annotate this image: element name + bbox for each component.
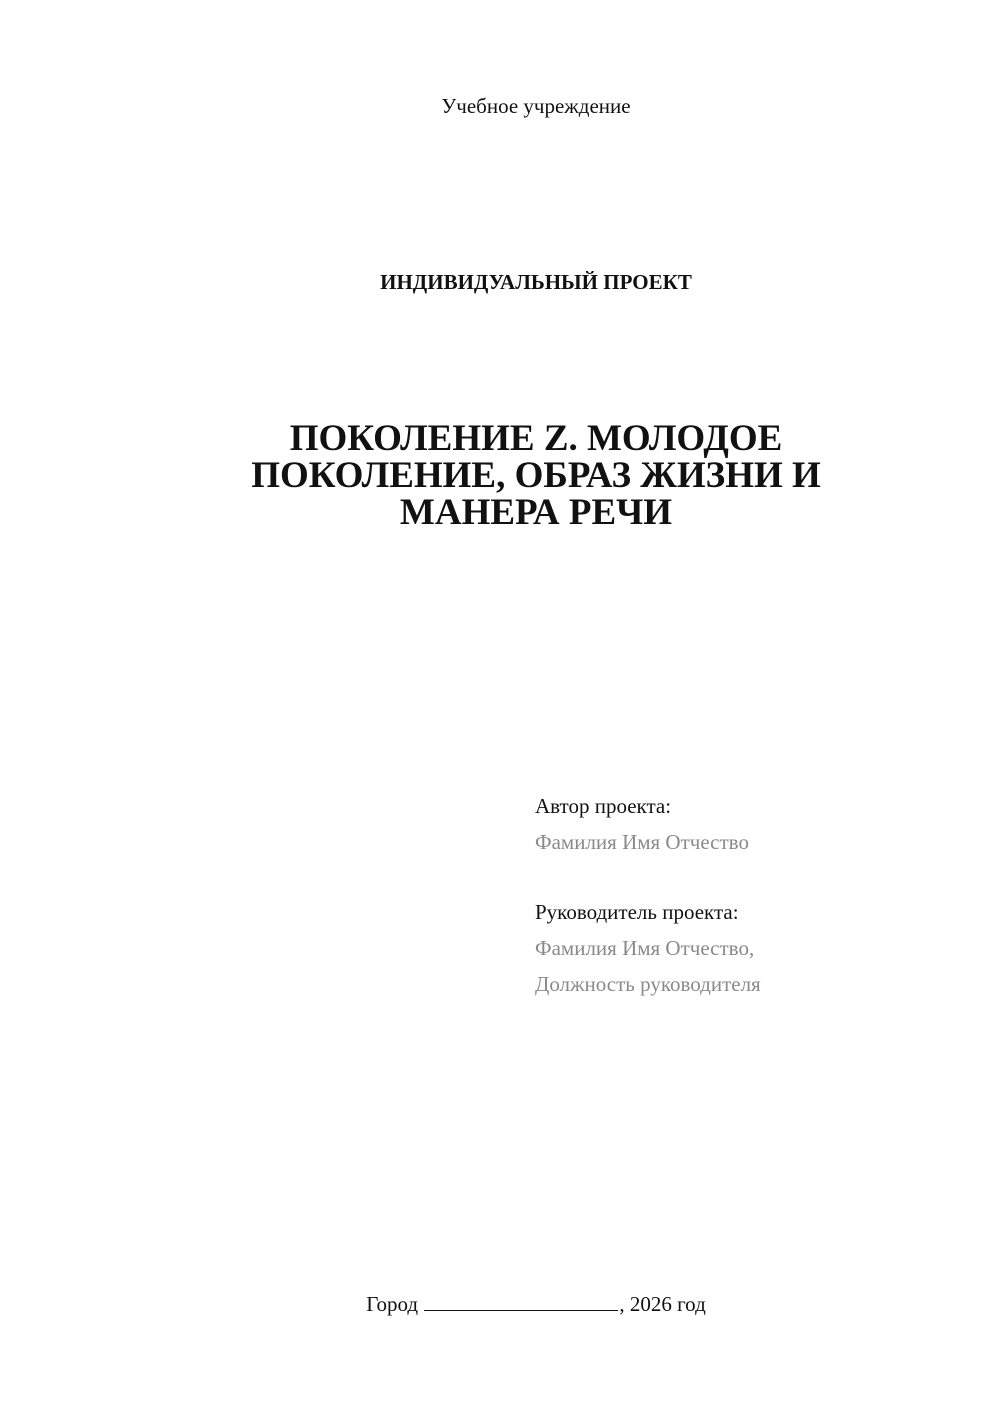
author-name: Фамилия Имя Отчество (535, 830, 749, 854)
supervisor-position: Должность руководителя (535, 972, 761, 996)
document-type: ИНДИВИДУАЛЬНЫЙ ПРОЕКТ (380, 270, 692, 294)
year-text: , 2026 год (619, 1292, 706, 1316)
city-label: Город (366, 1292, 419, 1316)
supervisor-name: Фамилия Имя Отчество, (535, 936, 755, 960)
project-credits (535, 788, 975, 1002)
footer-city-year (0, 1290, 1000, 1318)
project-title-line: ПОКОЛЕНИЕ, ОБРАЗ ЖИЗНИ И (251, 455, 821, 496)
supervisor-label: Руководитель проекта: (535, 900, 739, 924)
project-title (200, 420, 872, 531)
project-title-line: ПОКОЛЕНИЕ Z. МОЛОДОЕ (289, 418, 783, 459)
project-title-line: МАНЕРА РЕЧИ (399, 492, 673, 533)
credits-spacer (535, 860, 975, 894)
author-label: Автор проекта: (535, 794, 672, 818)
city-blank-line (424, 1290, 618, 1311)
institution-name: Учебное учреждение (441, 94, 631, 118)
